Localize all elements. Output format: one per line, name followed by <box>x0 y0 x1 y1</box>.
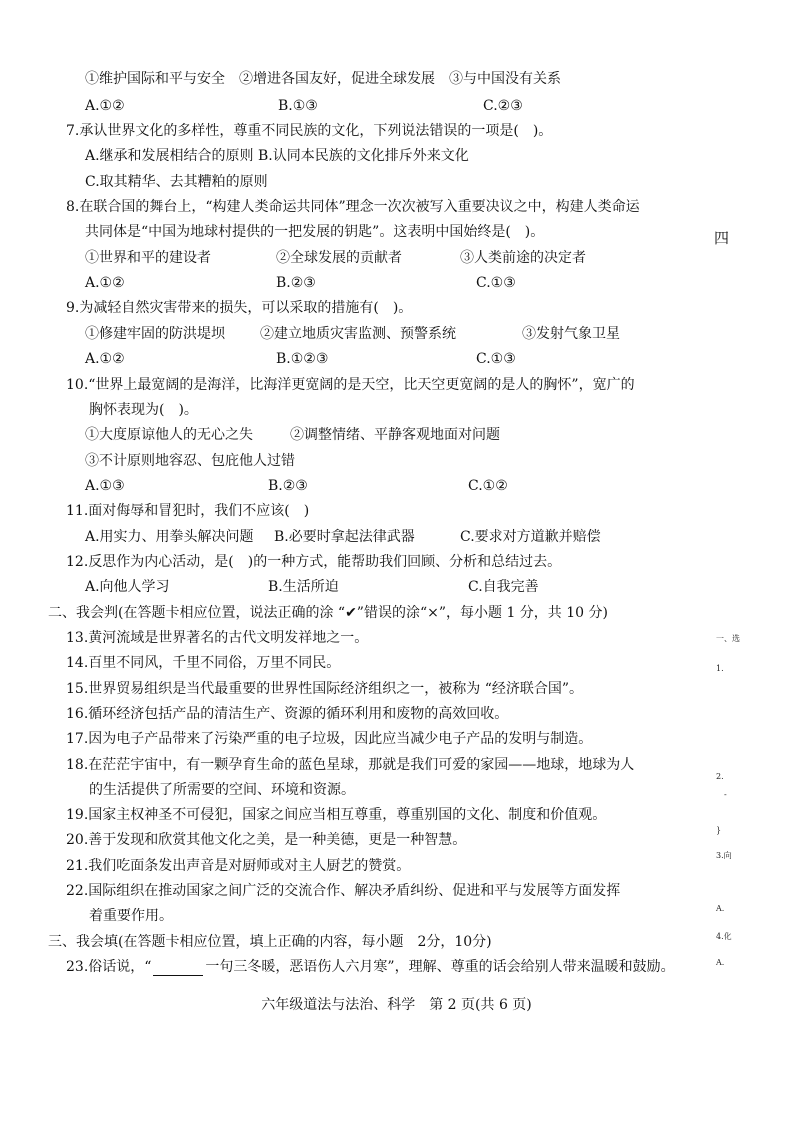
q22-line2: 着重要作用。 <box>89 908 173 924</box>
section-2-heading: 二、我会判(在答题卡相应位置，说法正确的涂 “✔”错误的涂“×”，每小题 1 分，共 10 分) <box>48 605 608 621</box>
q7-stem: 7.承认世界文化的多样性，尊重不同民族的文化，下列说法错误的一项是( )。 <box>66 123 553 139</box>
q6-statements: ①维护国际和平与安全 ②增进各国友好，促进全球发展 ③与中国没有关系 <box>85 71 561 87</box>
q11-option-c: C.要求对方道歉并赔偿 <box>460 529 601 545</box>
q23-suffix: 一句三冬暖，恶语伤人六月寒”，理解、尊重的话会给别人带来温暖和鼓励。 <box>205 959 675 975</box>
margin-note-3: 2. <box>716 772 724 781</box>
q11-stem: 11.面对侮辱和冒犯时，我们不应该( ) <box>66 503 310 519</box>
q8-option-b: B.②③ <box>276 275 316 291</box>
q23-blank <box>153 961 203 976</box>
margin-note-5: } <box>716 826 722 835</box>
section-3-heading: 三、我会填(在答题卡相应位置，填上正确的内容，每小题 2分，10分) <box>48 934 492 950</box>
q8-statement-1: ①世界和平的建设者 <box>85 250 211 266</box>
q18-line1: 18.在茫茫宇宙中，有一颗孕育生命的蓝色星球，那就是我们可爱的家园——地球，地球为人 <box>66 757 635 773</box>
q17: 17.因为电子产品带来了污染严重的电子垃圾，因此应当减少电子产品的发明与制造。 <box>66 731 593 747</box>
q12-stem: 12.反思作为内心活动，是( )的一种方式，能帮助我们回顾、分析和总结过去。 <box>66 554 562 570</box>
q15: 15.世界贸易组织是当代最重要的世界性国际经济组织之一，被称为 “经济联合国”。 <box>66 681 584 697</box>
q6-option-a: A.①② <box>85 98 125 114</box>
q10-stem-line2: 胸怀表现为( )。 <box>89 402 198 418</box>
q10-stem-line1: 10.“世界上最宽阔的是海洋，比海洋更宽阔的是天空，比天空更宽阔的是人的胸怀”，宽广的 <box>66 377 635 393</box>
q6-option-b: B.①③ <box>278 98 318 114</box>
q19: 19.国家主权神圣不可侵犯，国家之间应当相互尊重，尊重别国的文化、制度和价值观。 <box>66 807 607 823</box>
q11-option-a: A.用实力、用拳头解决问题 <box>85 529 254 545</box>
q9-statement-3: ③发射气象卫星 <box>522 326 620 342</box>
q14: 14.百里不同风，千里不同俗，万里不同民。 <box>66 655 341 671</box>
margin-note-6: 3.向 <box>716 851 732 860</box>
q8-option-a: A.①② <box>85 275 125 291</box>
q9-option-a: A.①② <box>85 351 125 367</box>
q23 <box>66 958 675 976</box>
q23-prefix: 23.俗话说，“ <box>66 959 152 975</box>
margin-note-7: A. <box>716 904 725 913</box>
q10-option-a: A.①③ <box>85 478 125 494</box>
q9-statement-1: ①修建牢固的防洪堤坝 <box>85 326 225 342</box>
q8-stem-line2: 共同体是“中国为地球村提供的一把发展的钥匙”。这表明中国始终是( )。 <box>85 224 545 240</box>
page-footer: 六年级道法与法治、科学 第 2 页(共 6 页) <box>261 997 532 1013</box>
margin-section-four: 四 <box>714 229 730 247</box>
q12-option-c: C.自我完善 <box>468 579 539 595</box>
q9-stem: 9.为减轻自然灾害带来的损失，可以采取的措施有( )。 <box>66 300 413 316</box>
q12-option-a: A.向他人学习 <box>85 579 170 595</box>
q12-option-b: B.生活所迫 <box>268 579 339 595</box>
q10-option-b: B.②③ <box>268 478 308 494</box>
q9-option-c: C.①③ <box>476 351 516 367</box>
q20: 20.善于发现和欣赏其他文化之美，是一种美德，更是一种智慧。 <box>66 832 467 848</box>
q22-line1: 22.国际组织在推动国家之间广泛的交流合作、解决矛盾纠纷、促进和平与发展等方面发挥 <box>66 883 621 899</box>
q21: 21.我们吃面条发出声音是对厨师或对主人厨艺的赞赏。 <box>66 858 411 874</box>
margin-note-2: 1. <box>716 664 724 673</box>
margin-note-4: - <box>724 790 727 799</box>
q8-stem-line1: 8.在联合国的舞台上，“构建人类命运共同体”理念一次次被写入重要决议之中，构建人类命运 <box>66 199 640 215</box>
q18-line2: 的生活提供了所需要的空间、环境和资源。 <box>89 782 355 798</box>
q9-option-b: B.①②③ <box>276 351 329 367</box>
q7-option-c: C.取其精华、去其糟粕的原则 <box>85 174 268 190</box>
q9-statement-2: ②建立地质灾害监测、预警系统 <box>260 326 456 342</box>
q10-statement-1: ①大度原谅他人的无心之失 <box>85 427 253 443</box>
margin-note-1: 一、选 <box>716 634 740 643</box>
q10-option-c: C.①② <box>468 478 508 494</box>
q11-option-b: B.必要时拿起法律武器 <box>274 529 415 545</box>
q7-options-ab: A.继承和发展相结合的原则 B.认同本民族的文化排斥外来文化 <box>85 148 469 164</box>
q13: 13.黄河流域是世界著名的古代文明发祥地之一。 <box>66 630 369 646</box>
q8-statement-3: ③人类前途的决定者 <box>460 250 586 266</box>
q16: 16.循环经济包括产品的清洁生产、资源的循环利用和废物的高效回收。 <box>66 706 509 722</box>
q6-option-c: C.②③ <box>483 98 523 114</box>
margin-note-9: A. <box>716 958 725 967</box>
q10-statement-3: ③不计原则地容忍、包庇他人过错 <box>85 453 295 469</box>
margin-note-8: 4.化 <box>716 932 732 941</box>
q8-option-c: C.①③ <box>476 275 516 291</box>
q8-statement-2: ②全球发展的贡献者 <box>276 250 402 266</box>
q10-statement-2: ②调整情绪、平静客观地面对问题 <box>290 427 500 443</box>
